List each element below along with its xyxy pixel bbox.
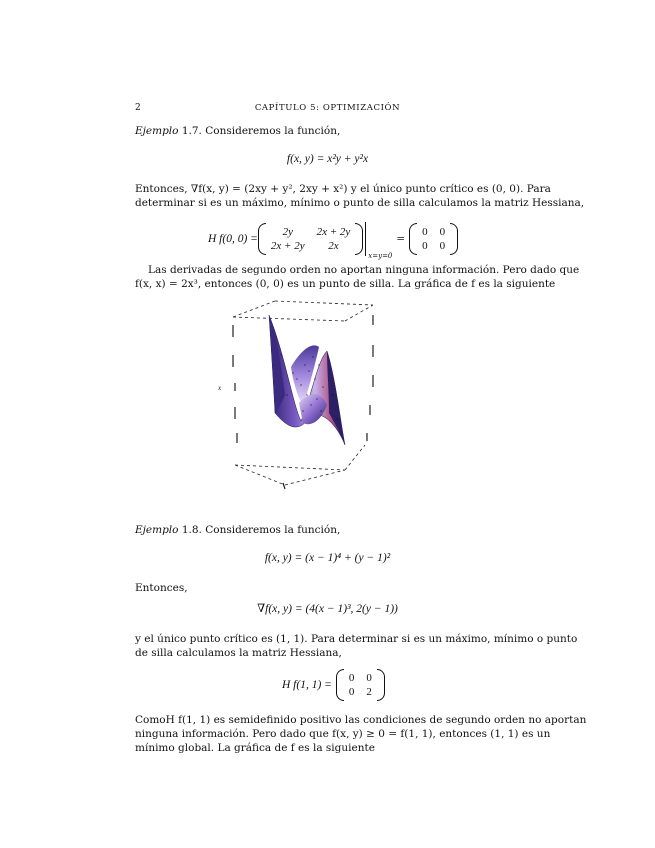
gradient-equation: ∇f(x, y) = (4(x − 1)³, 2(y − 1)) bbox=[257, 603, 398, 615]
gradient-paragraph-line: Entonces, ∇f(x, y) = (2xy + y², 2xy + x²) y el único punto crítico es (0, 0). Para bbox=[135, 183, 551, 195]
function-equation: f(x, y) = x²y + y²x bbox=[286, 153, 369, 165]
result-matrix bbox=[336, 671, 385, 699]
saddle-surface-plot bbox=[215, 295, 385, 490]
hessian-equation bbox=[282, 667, 385, 703]
surface-right-fold bbox=[327, 351, 345, 445]
equals-sign: = bbox=[396, 233, 406, 245]
result-matrix bbox=[409, 225, 458, 253]
matrix-cell: 0 bbox=[348, 686, 355, 698]
hessian-lhs: H f(0, 0) = bbox=[208, 233, 258, 245]
final-paragraph-line: ninguna información. Pero dado que f(x, y) ≥ 0 = f(1, 1), entonces (1, 1) es un bbox=[135, 728, 551, 740]
example-label: Ejemplo bbox=[135, 524, 179, 536]
critical-point-line: de silla calculamos la matriz Hessiana, bbox=[135, 647, 342, 659]
matrix-cell: 2x bbox=[328, 240, 339, 252]
example-heading bbox=[135, 124, 340, 138]
matrix-cell: 2y bbox=[282, 226, 293, 238]
final-paragraph-line: ComoH f(1, 1) es semidefinido positivo las condiciones de segundo orden no aportan bbox=[135, 714, 587, 726]
evaluation-bar bbox=[365, 222, 393, 260]
page-number: 2 bbox=[135, 103, 141, 113]
axis-label: x bbox=[218, 384, 222, 392]
example-intro: Consideremos la función, bbox=[205, 125, 341, 137]
final-paragraph-line: mínimo global. La gráfica de f es la siguiente bbox=[135, 742, 375, 754]
example-intro: Consideremos la función, bbox=[205, 524, 341, 536]
matrix-cell: 0 bbox=[439, 240, 446, 252]
then-text: Entonces, bbox=[135, 582, 188, 594]
matrix-cell: 2 bbox=[366, 686, 372, 698]
example-label: Ejemplo bbox=[135, 125, 179, 137]
example-heading bbox=[135, 523, 340, 537]
conclusion-paragraph-line: f(x, x) = 2x³, entonces (0, 0) es un punto de silla. La gráfica de f es la siguiente bbox=[135, 278, 556, 290]
example-number: 1.8. bbox=[181, 524, 202, 536]
gradient-paragraph-line: determinar si es un máximo, mínimo o punto de silla calculamos la matriz Hessiana, bbox=[135, 197, 585, 209]
matrix-cell: 2x + 2y bbox=[316, 226, 351, 238]
running-title: CAPÍTULO 5: OPTIMIZACIÓN bbox=[254, 103, 401, 113]
matrix-cell: 0 bbox=[422, 240, 428, 252]
evaluation-point: x=y=0 bbox=[368, 252, 393, 260]
matrix-cell: 0 bbox=[439, 226, 446, 238]
matrix-cell: 0 bbox=[422, 226, 428, 238]
hessian-matrix bbox=[258, 225, 363, 253]
critical-point-line: y el único punto crítico es (1, 1). Para determinar si es un máximo, mínimo o punto bbox=[135, 633, 578, 645]
hessian-equation bbox=[208, 221, 458, 260]
example-number: 1.7. bbox=[181, 125, 202, 137]
matrix-cell: 2x + 2y bbox=[270, 240, 305, 252]
matrix-cell: 0 bbox=[348, 672, 355, 684]
conclusion-paragraph-line: Las derivadas de segundo orden no aportan ninguna información. Pero dado que bbox=[148, 264, 580, 276]
matrix-cell: 0 bbox=[366, 672, 372, 684]
hessian-lhs: H f(1, 1) = bbox=[282, 679, 332, 691]
function-equation: f(x, y) = (x − 1)⁴ + (y − 1)² bbox=[264, 552, 391, 564]
